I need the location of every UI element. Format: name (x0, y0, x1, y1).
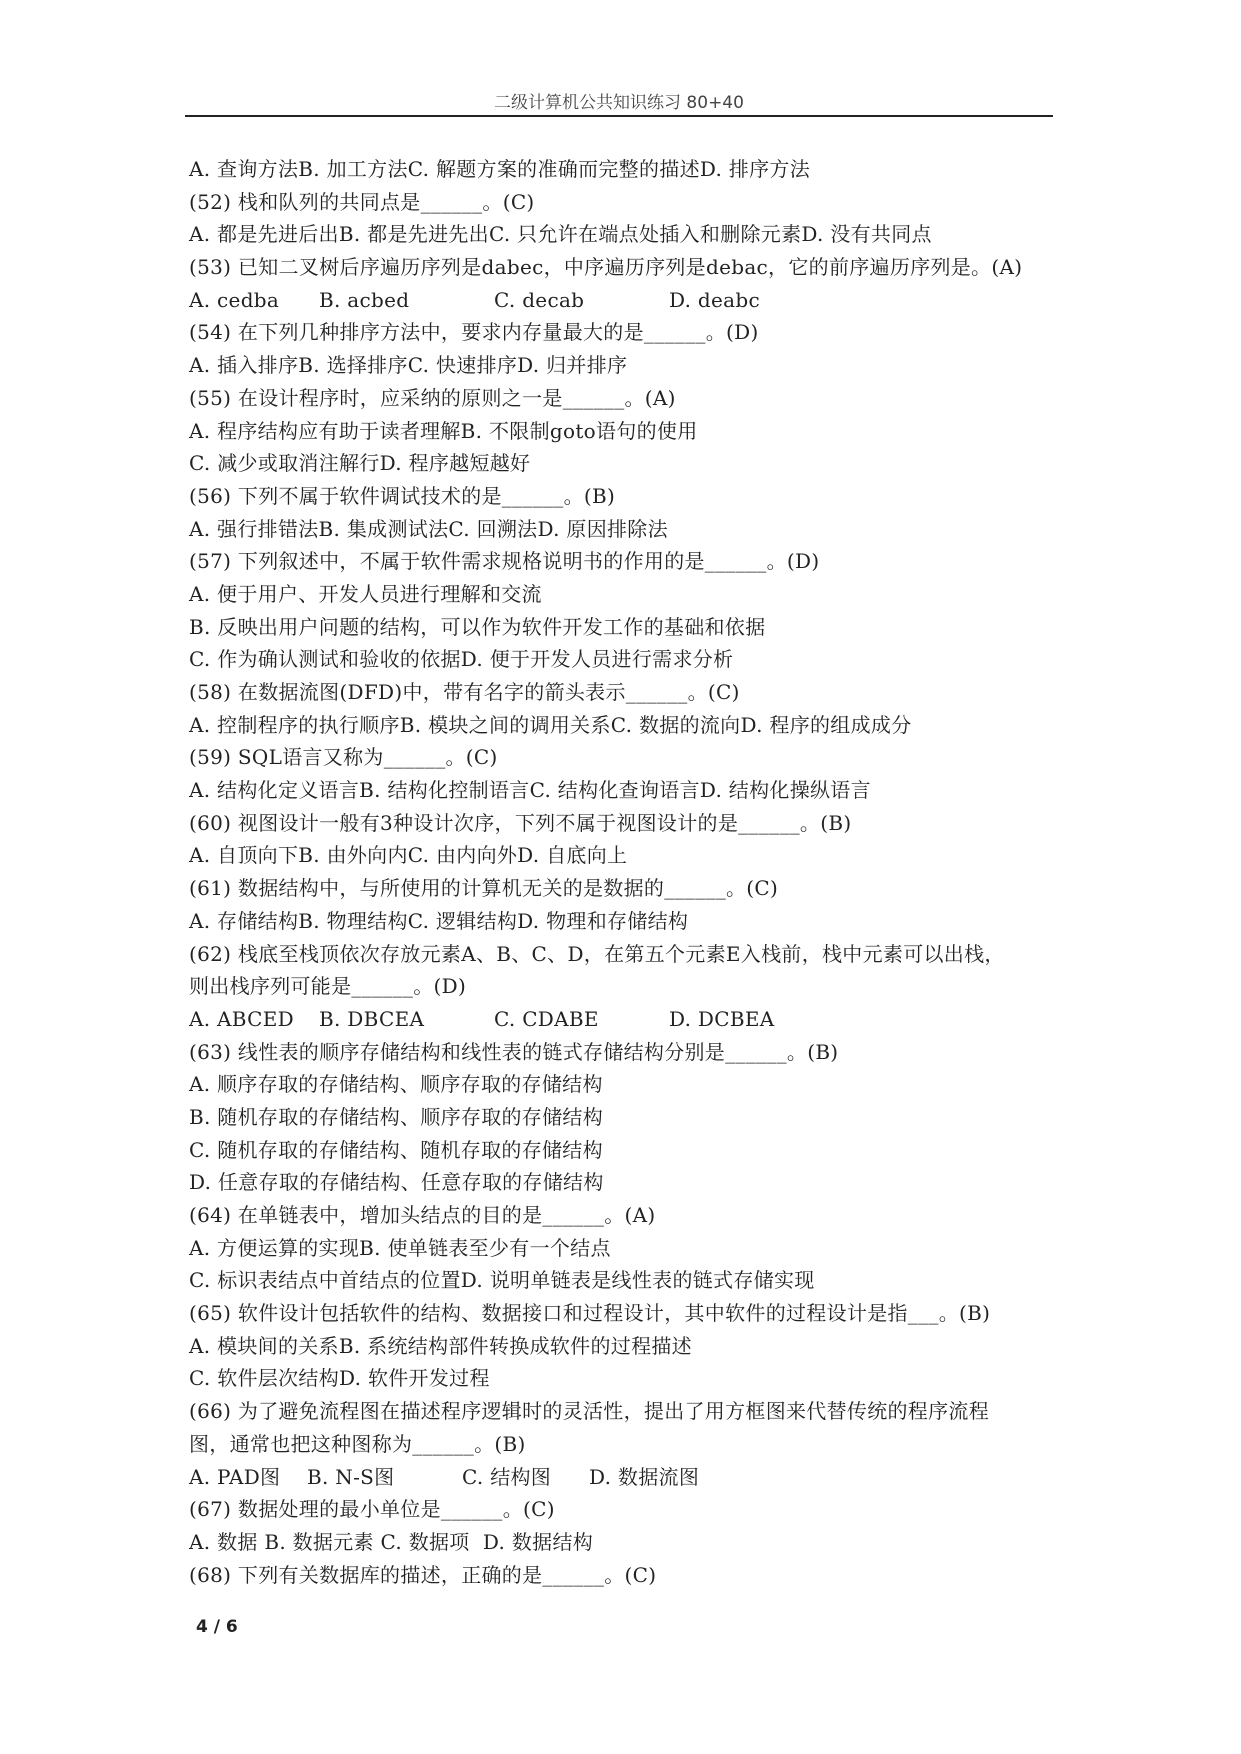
option: A. ABCED (189, 1006, 295, 1031)
question-line: (65) 软件设计包括软件的结构、数据接口和过程设计，其中软件的过程设计是指___。(B) (189, 1301, 991, 1326)
text-line: A. 顺序存取的存储结构、顺序存取的存储结构 (189, 1072, 603, 1097)
text-line: 则出栈序列可能是______。(D) (189, 974, 467, 999)
text-line: 图，通常也把这种图称为______。(B) (189, 1431, 526, 1456)
question-line: (57) 下列叙述中，不属于软件需求规格说明书的作用的是______。(D) (189, 549, 820, 574)
question-line: (53) 已知二叉树后序遍历序列是dabec，中序遍历序列是debac，它的前序遍历序列是。(A) (189, 255, 1023, 280)
text-line: A. 查询方法B. 加工方法C. 解题方案的准确而完整的描述D. 排序方法 (189, 157, 811, 181)
header-rule (185, 115, 1053, 117)
text-line: B. 反映出用户问题的结构，可以作为软件开发工作的基础和依据 (189, 614, 766, 639)
question-line: (67) 数据处理的最小单位是______。(C) (189, 1497, 555, 1522)
text-line: C. 作为确认测试和验收的依据D. 便于开发人员进行需求分析 (189, 647, 734, 672)
text-line: A. 数据 B. 数据元素 C. 数据项 D. 数据结构 (189, 1529, 594, 1554)
question-line: (66) 为了避免流程图在描述程序逻辑时的灵活性，提出了用方框图来代替传统的程序流程 (189, 1399, 990, 1424)
text-line: A. 插入排序B. 选择排序C. 快速排序D. 归并排序 (189, 353, 628, 378)
question-line: (60) 视图设计一般有3种设计次序，下列不属于视图设计的是______。(B) (189, 810, 852, 835)
option: B. N-S图 (307, 1464, 395, 1489)
question-line: (61) 数据结构中，与所使用的计算机无关的是数据的______。(C) (189, 876, 779, 901)
option: B. acbed (319, 287, 410, 312)
option: A. PAD图 (189, 1464, 281, 1489)
text-line: C. 随机存取的存储结构、随机存取的存储结构 (189, 1137, 603, 1162)
text-line: C. 减少或取消注解行D. 程序越短越好 (189, 451, 531, 476)
page-header: 二级计算机公共知识练习 80+40 (494, 93, 744, 113)
question-line: (62) 栈底至栈顶依次存放元素A、B、C、D，在第五个元素E入栈前，栈中元素可以出栈， (189, 941, 1005, 966)
option: C. CDABE (494, 1006, 599, 1031)
question-line: (52) 栈和队列的共同点是______。(C) (189, 189, 535, 214)
option: C. decab (494, 287, 585, 312)
text-line: B. 随机存取的存储结构、顺序存取的存储结构 (189, 1104, 604, 1129)
question-line: (64) 在单链表中，增加头结点的目的是______。(A) (189, 1203, 656, 1228)
options-row (189, 1461, 1059, 1494)
question-line: (54) 在下列几种排序方法中，要求内存量最大的是______。(D) (189, 320, 759, 345)
text-line: A. 方便运算的实现B. 使单链表至少有一个结点 (189, 1235, 611, 1260)
text-line: A. 结构化定义语言B. 结构化控制语言C. 结构化查询语言D. 结构化操纵语言 (189, 778, 871, 803)
question-line: (55) 在设计程序时，应采纳的原则之一是______。(A) (189, 385, 676, 410)
text-line: A. 强行排错法B. 集成测试法C. 回溯法D. 原因排除法 (189, 516, 668, 541)
question-line: (58) 在数据流图(DFD)中，带有名字的箭头表示______。(C) (189, 680, 740, 705)
text-line: A. 控制程序的执行顺序B. 模块之间的调用关系C. 数据的流向D. 程序的组成成分 (189, 712, 912, 737)
option: D. DCBEA (669, 1006, 775, 1031)
text-line: C. 标识表结点中首结点的位置D. 说明单链表是线性表的链式存储实现 (189, 1268, 815, 1293)
options-row (189, 1003, 1059, 1036)
text-line: C. 软件层次结构D. 软件开发过程 (189, 1366, 490, 1391)
question-line: (56) 下列不属于软件调试技术的是______。(B) (189, 483, 616, 508)
text-line: A. 自顶向下B. 由外向内C. 由内向外D. 自底向上 (189, 843, 628, 868)
options-row (189, 284, 1059, 317)
text-line: A. 模块间的关系B. 系统结构部件转换成软件的过程描述 (189, 1333, 692, 1358)
option: B. DBCEA (319, 1006, 425, 1031)
question-line: (68) 下列有关数据库的描述，正确的是______。(C) (189, 1562, 657, 1587)
text-line: A. 程序结构应有助于读者理解B. 不限制goto语句的使用 (189, 418, 698, 443)
question-line: (59) SQL语言又称为______。(C) (189, 745, 498, 770)
text-line: D. 任意存取的存储结构、任意存取的存储结构 (189, 1170, 604, 1195)
option: D. deabc (669, 287, 761, 312)
option: A. cedba (189, 287, 280, 312)
option: D. 数据流图 (589, 1464, 700, 1489)
text-line: A. 便于用户、开发人员进行理解和交流 (189, 581, 542, 606)
option: C. 结构图 (462, 1464, 552, 1489)
question-line: (63) 线性表的顺序存储结构和线性表的链式存储结构分别是______。(B) (189, 1039, 839, 1064)
document-body (189, 153, 1059, 1591)
text-line: A. 存储结构B. 物理结构C. 逻辑结构D. 物理和存储结构 (189, 908, 689, 933)
page-number: 4 / 6 (196, 1617, 238, 1637)
text-line: A. 都是先进后出B. 都是先进先出C. 只允许在端点处插入和删除元素D. 没有共同点 (189, 222, 932, 247)
